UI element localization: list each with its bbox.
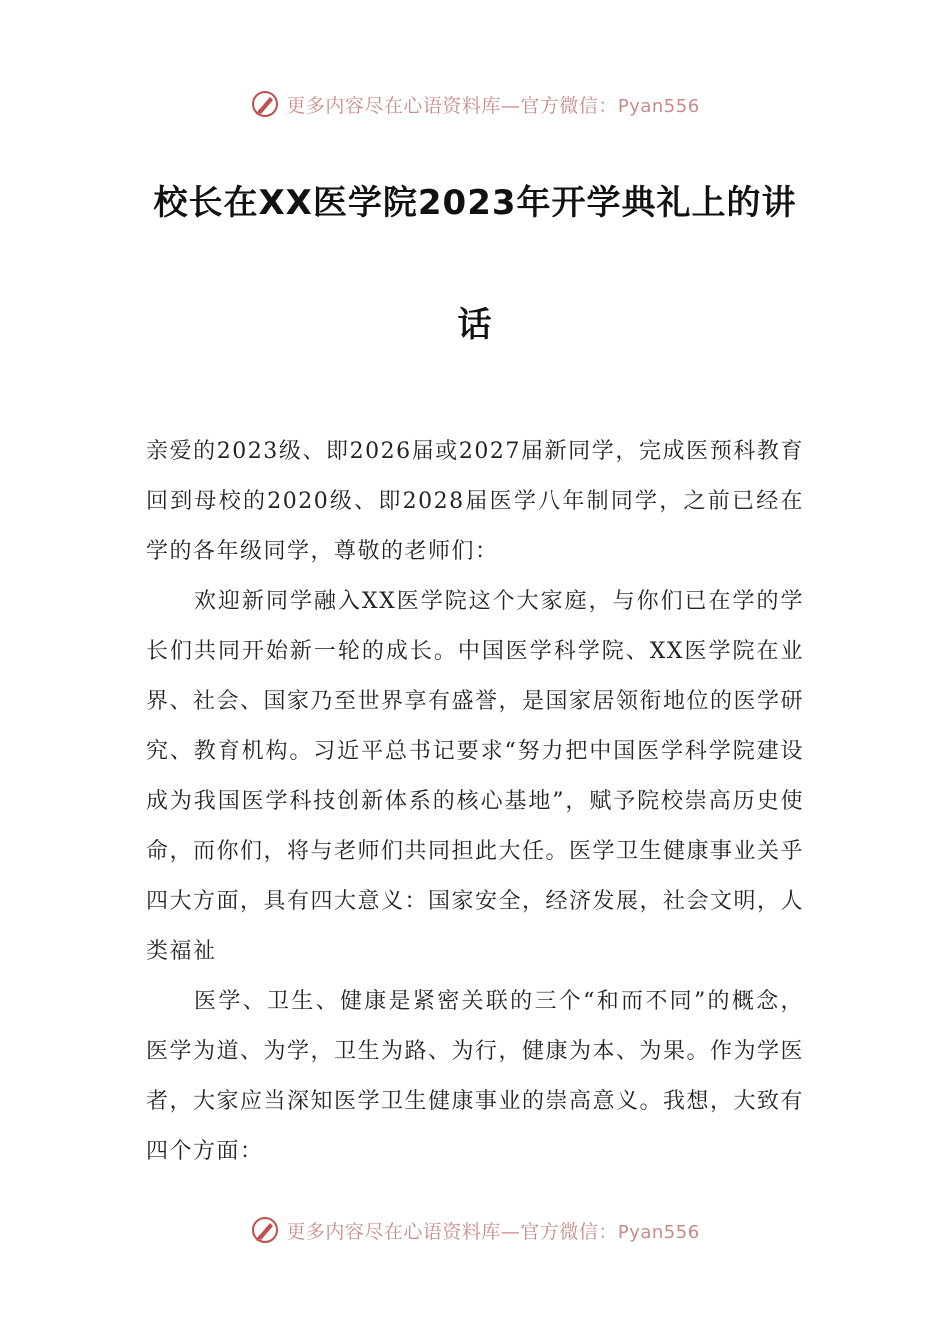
header-watermark	[0, 84, 950, 124]
document-title-line-2: 话	[457, 305, 493, 345]
paragraph-medicine-concepts: 医学、卫生、健康是紧密关联的三个“和而不同”的概念，医学为道、为学，卫生为路、为行，健康为本、为果。作为学医者，大家应当深知医学卫生健康事业的崇高意义。我想，大致有四个方面：	[146, 989, 805, 1164]
paragraph-welcome: 欢迎新同学融入XX医学院这个大家庭，与你们已在学的学长们共同开始新一轮的成长。中国医学科学院、XX医学院在业界、社会、国家乃至世界享有盛誉，是国家居领衔地位的医学研究、教育机构。习近平总书记要求“努力把中国医学科学院建设成为我国医学科技创新体系的核心基地”，赋予院校崇高历史使命，而你们，将与老师们共同担此大任。医学卫生健康事业关乎四大方面，具有四大意义：国家安全，经济发展，社会文明，人类福祉	[146, 589, 805, 964]
footer-watermark	[0, 1210, 950, 1250]
pen-logo-icon	[250, 89, 280, 119]
document-body	[146, 427, 804, 1177]
document-title-line-1: 校长在XX医学院2023年开学典礼上的讲	[153, 183, 797, 223]
watermark-wechat-id: Pyan556	[617, 95, 700, 117]
pen-logo-icon	[250, 1215, 280, 1245]
watermark-wechat-id: Pyan556	[617, 1221, 700, 1243]
paragraph-salutation: 亲爱的2023级、即2026届或2027届新同学，完成医预科教育回到母校的2020级、即2028届医学八年制同学，之前已经在学的各年级同学，尊敬的老师们：	[146, 439, 804, 564]
watermark-text: 更多内容尽在心语资料库—官方微信：Pyan556	[286, 1220, 700, 1243]
watermark-text: 更多内容尽在心语资料库—官方微信：Pyan556	[286, 94, 700, 117]
